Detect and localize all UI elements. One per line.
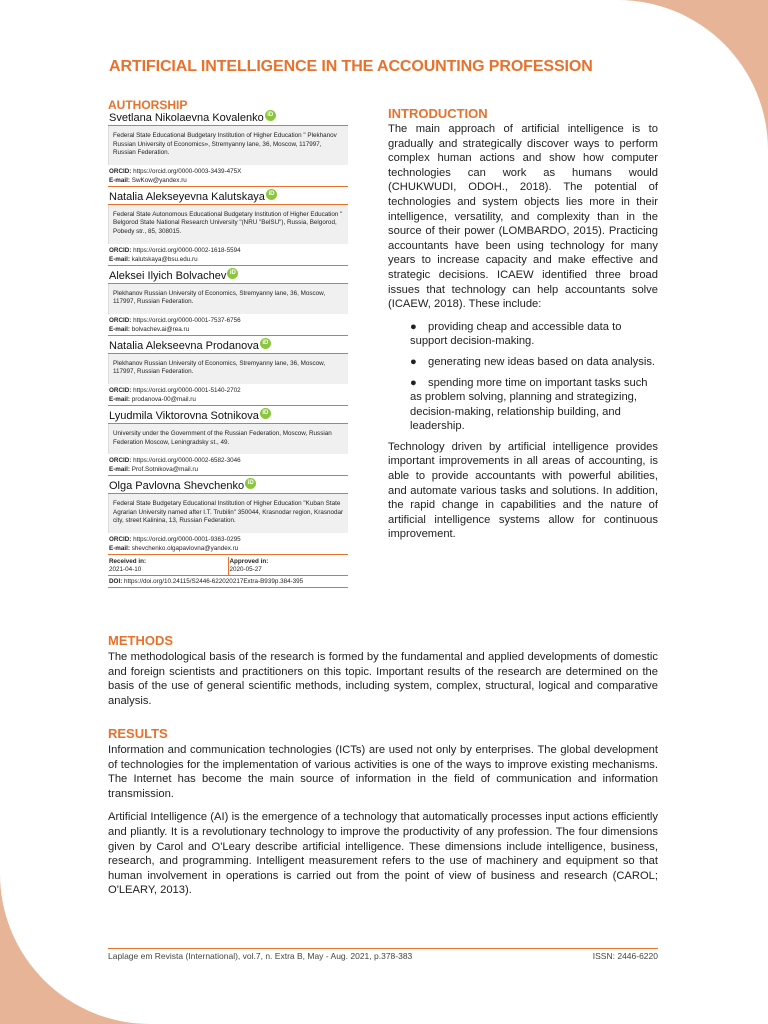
orcid-icon[interactable]: iD bbox=[260, 408, 271, 419]
orcid-label: ORCID: bbox=[109, 167, 132, 175]
approved-date: 2020-05-27 bbox=[229, 565, 262, 573]
article-title: ARTIFICIAL INTELLIGENCE IN THE ACCOUNTING PROFESSION bbox=[109, 58, 593, 75]
author-name: Natalia Alekseyevna Kalutskaya bbox=[109, 190, 265, 203]
orcid-icon[interactable]: iD bbox=[266, 189, 277, 200]
author-affiliation: Federal State Budgetary Educational Institution of Higher Education "Kuban State Agrarian University named after I.T. Trubilin" 350044, Krasnodar region, Krasnodar city, street Kalinina, 13, Russian Federation. bbox=[108, 494, 348, 533]
approved-label: Approved in: bbox=[229, 557, 269, 565]
list-item: ● spending more time on important tasks such as problem solving, planning and strategizing, decision-making, relationship building, and leadership. bbox=[410, 376, 648, 433]
author-name: Svetlana Nikolaevna Kovalenko bbox=[109, 112, 264, 124]
author-affiliation: Plekhanov Russian University of Economics, Stremyanny lane, 36, Moscow, 117997, Russian Federation. bbox=[108, 354, 348, 384]
orcid-icon[interactable]: iD bbox=[227, 268, 238, 279]
email-label: E-mail: bbox=[109, 466, 130, 474]
author-block bbox=[108, 408, 348, 476]
author-name: Natalia Alekseevna Prodanova bbox=[109, 339, 259, 352]
email-label: E-mail: bbox=[109, 325, 130, 333]
orcid-link[interactable]: https://orcid.org/0000-0001-7537-6756 bbox=[133, 316, 241, 324]
author-block bbox=[108, 189, 348, 266]
orcid-link[interactable]: https://orcid.org/0000-0002-1618-5594 bbox=[133, 246, 241, 254]
orcid-link[interactable]: https://orcid.org/0000-0003-3439-475X bbox=[133, 167, 242, 175]
intro-paragraph: Technology driven by artificial intelligence provides important improvements in all areas of accounting, is able to provide accountants with powerful abilities, and automate various tasks and solutions. In addition, the rapid change in capabilities and the nature of artificial intelligence systems allow for continuous improvement. bbox=[388, 440, 658, 541]
orcid-label: ORCID: bbox=[109, 535, 132, 543]
email-label: E-mail: bbox=[109, 255, 130, 263]
author-block bbox=[108, 110, 348, 187]
author-name: Lyudmila Viktorovna Sotnikova bbox=[109, 409, 259, 422]
email-label: E-mail: bbox=[109, 544, 130, 552]
methods-heading: METHODS bbox=[108, 633, 173, 648]
list-item: ● generating new ideas based on data analysis. bbox=[410, 355, 656, 368]
author-affiliation: Federal State Autonomous Educational Budgetary Institution of Higher Education " Belgorod State National Research University "(NRU "BelSU"), Russia, Belgorod, Pobedy str., 85, 308015. bbox=[108, 205, 348, 244]
received-label: Received in: bbox=[109, 557, 147, 565]
email-label: E-mail: bbox=[109, 395, 130, 403]
email-label: E-mail: bbox=[109, 176, 130, 184]
bullet-icon: ● bbox=[410, 320, 417, 333]
email-link[interactable]: SwKow@yandex.ru bbox=[131, 176, 187, 184]
email-link[interactable]: Prof.Sotnikova@mail.ru bbox=[131, 466, 198, 474]
author-name: Aleksei Ilyich Bolvachev bbox=[109, 269, 227, 282]
received-date: 2021-04-10 bbox=[109, 565, 142, 573]
methods-section bbox=[108, 650, 658, 717]
orcid-label: ORCID: bbox=[109, 457, 132, 465]
orcid-label: ORCID: bbox=[109, 316, 132, 324]
bullet-icon: ● bbox=[410, 376, 417, 389]
orcid-link[interactable]: https://orcid.org/0000-0002-6582-3046 bbox=[133, 457, 241, 465]
orcid-icon[interactable]: iD bbox=[265, 110, 276, 121]
bullet-icon: ● bbox=[410, 355, 417, 368]
intro-paragraph: The main approach of artificial intelligence is to gradually and strategically discover ways to perform complex human actions and show how computer technologies can work as humans would (CHUKWUDI, ODOH., 2018). The potential of technologies and system objects lies more in their intelligence, versatility, and complexity than in the source of their power (LOMBARDO, 2015). Practicing accountants have been using technology for many years to increase capacity and make effective and strategic decisions. ICAEW identified three broad issues that technology can help accountants solve (ICAEW, 2018). These include: bbox=[388, 123, 658, 311]
methods-paragraph: The methodological basis of the research is formed by the fundamental and applied developments of domestic and foreign scientists and practitioners on this topic. Important results of the research are determined on the basis of the use of general scientific methods, including system, complex, structural, logical and comparative analysis. bbox=[108, 651, 658, 707]
introduction-section bbox=[388, 106, 658, 542]
journal-citation: Laplage em Revista (International), vol.7, n. Extra B, May - Aug. 2021, p.378-383 bbox=[108, 951, 413, 961]
orcid-icon[interactable]: iD bbox=[245, 478, 256, 489]
orcid-label: ORCID: bbox=[109, 246, 132, 254]
list-item: ● providing cheap and accessible data to support decision-making. bbox=[410, 320, 622, 348]
author-affiliation: University under the Government of the Russian Federation, Moscow, Russian Federation Moscow, Leningradsky st., 49. bbox=[108, 424, 348, 454]
page-footer bbox=[108, 948, 658, 961]
doi-label: DOI: bbox=[109, 577, 123, 585]
author-affiliation: Federal State Educational Budgetary Institution of Higher Education " Plekhanov Russian University of Economics», Stremyanny lane, 36, Moscow, 117997, Russian Federation. bbox=[108, 126, 348, 165]
author-affiliation: Plekhanov Russian University of Economics, Stremyanny lane, 36, Moscow, 117997, Russian Federation. bbox=[108, 284, 348, 314]
orcid-icon[interactable]: iD bbox=[260, 338, 271, 349]
dates-row bbox=[108, 557, 348, 576]
author-name: Olga Pavlovna Shevchenko bbox=[109, 480, 245, 493]
orcid-link[interactable]: https://orcid.org/0000-0001-9363-0295 bbox=[133, 535, 241, 543]
results-heading: RESULTS bbox=[108, 726, 168, 741]
results-paragraph: Artificial Intelligence (AI) is the emergence of a technology that automatically processes input actions efficiently and pliantly. It is a revolutionary technology to improve the productivity of any profession. The four dimensions given by Carol and O'Leary describe artificial intelligence. These dimensions include intelligence, business, research, and programming. Intelligent measurement refers to the use of machinery and equipment so that human involvement in operations is carried out from the point of view of business and research (CAROL; O'LEARY, 2013). bbox=[108, 811, 658, 897]
issn: ISSN: 2446-6220 bbox=[592, 951, 658, 961]
email-link[interactable]: shevchenko.olgapavlovna@yandex.ru bbox=[131, 544, 239, 552]
email-link[interactable]: bolvachev.ai@rea.ru bbox=[131, 325, 190, 333]
authorship-panel bbox=[108, 98, 348, 588]
orcid-label: ORCID: bbox=[109, 386, 132, 394]
authorship-heading: AUTHORSHIP bbox=[108, 98, 188, 112]
email-link[interactable]: prodanova-00@mail.ru bbox=[131, 395, 196, 403]
author-block bbox=[108, 338, 348, 406]
results-paragraph: Information and communication technologies (ICTs) are used not only by enterprises. The global development of technologies for the implementation of various activities is one of the ways to improve existing mechanisms. The Internet has become the main source of information in the field of communication and information transmission. bbox=[108, 744, 658, 800]
author-block bbox=[108, 478, 348, 555]
introduction-heading: INTRODUCTION bbox=[388, 106, 488, 121]
email-link[interactable]: kalutskaya@bsu.edu.ru bbox=[131, 255, 198, 263]
author-block bbox=[108, 268, 348, 336]
doi-link[interactable]: https://doi.org/10.24115/S2446-622020217Extra-B939p.384-395 bbox=[124, 577, 304, 585]
orcid-link[interactable]: https://orcid.org/0000-0001-5140-2702 bbox=[133, 386, 241, 394]
results-section bbox=[108, 743, 658, 907]
intro-bullet-list bbox=[410, 320, 658, 434]
